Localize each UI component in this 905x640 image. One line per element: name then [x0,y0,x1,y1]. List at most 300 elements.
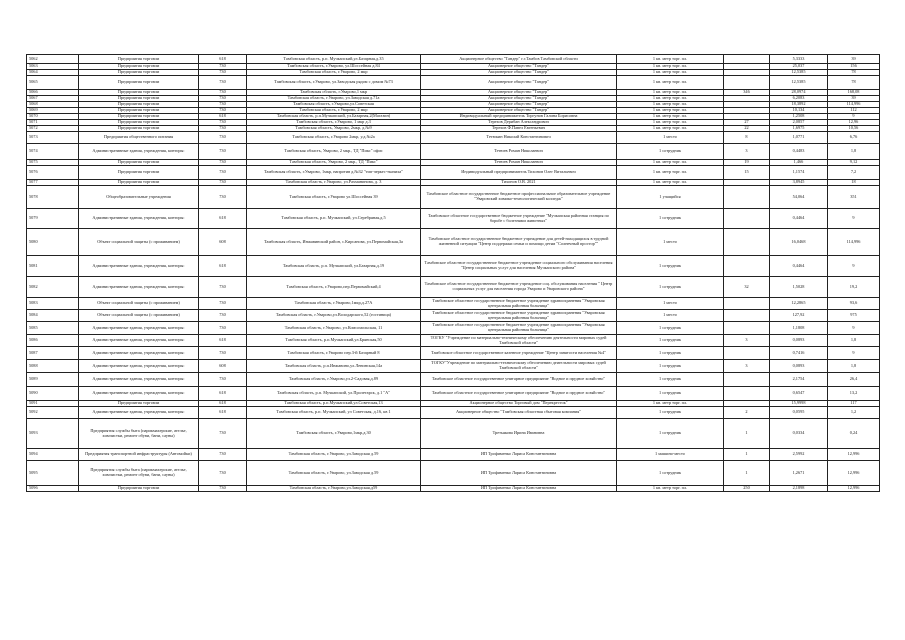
cell-code: 730 [199,322,247,335]
cell-organization: Терехов Ф.Павел Евгеньевич [421,126,617,132]
cell-row-number: 5084 [27,310,79,322]
table-row [27,360,880,373]
cell-organization: Акционерное общество "Тандер" [421,90,617,96]
cell-address: Тамбовская область, р.п. Мучкапский,ул.Базарная,д.35 [247,55,421,64]
table-row [27,373,880,387]
cell-quantity: 346 [724,90,770,96]
cell-organization: Тамбовское областное государственное унитарное предприятие "Водное и прудное хозяйство" [421,373,617,387]
cell-organization: Индивидуальный предприниматель Торгунов Галина Борисовна [421,114,617,120]
cell-value-b: 975 [828,310,880,322]
cell-value-b: 114,996 [828,102,880,108]
cell-object-category: Предприятия торговли [79,102,199,108]
cell-code: 730 [199,277,247,298]
cell-value-a: 2,5992 [770,449,828,461]
cell-unit: 1 сотрудник [617,407,724,419]
cell-value-b: 12,996 [828,461,880,486]
cell-quantity [724,209,770,229]
cell-address: Тамбовская область, г.Уварово,1мкр,д.30 [247,419,421,449]
cell-organization: ТОГКУ"Учреждение по материально-техническому обеспечению деятельности мировых судей Тамбовской области" [421,360,617,373]
cell-row-number: 5085 [27,322,79,335]
cell-address: Тамбовская область, г.Уварово,1мкр,д.27А [247,298,421,310]
cell-value-b: 10,56 [828,126,880,132]
cell-row-number: 5094 [27,449,79,461]
cell-organization: Акционерное общество "Тамбовская областная сбытовая компания" [421,407,617,419]
cell-address: Тамбовская область, г.Уварово,1 мкр [247,90,421,96]
cell-code: 730 [199,108,247,114]
cell-address: Тамбовская область, р.п.Инжавино,ул.Ленинская,14а [247,360,421,373]
cell-code: 618 [199,114,247,120]
cell-value-b: 9 [828,256,880,277]
cell-row-number: 5079 [27,209,79,229]
cell-row-number: 5070 [27,114,79,120]
cell-organization: Тамбовское областное государственное бюджетное учреждение здравоохранения "Уваровская центральная районная больница" [421,298,617,310]
cell-organization: Терехов Дерибан Александрович [421,120,617,126]
cell-value-b: 78 [828,76,880,90]
cell-value-a: 3,8945 [770,180,828,186]
cell-object-category: Предприятия торговли [79,114,199,120]
table-row [27,347,880,360]
cell-code: 730 [199,126,247,132]
cell-unit: 1 кв. метр торг. пл. [617,126,724,132]
cell-value-a: 6,2083 [770,96,828,102]
cell-unit: 1 место [617,229,724,256]
cell-object-category: Объект социальной защиты (с проживанием) [79,310,199,322]
cell-code: 618 [199,387,247,401]
cell-unit: 1 кв. метр торг. пл. [617,166,724,180]
table-row [27,209,880,229]
cell-code: 608 [199,360,247,373]
cell-row-number: 5071 [27,120,79,126]
table-row [27,461,880,486]
cell-row-number: 5096 [27,486,79,492]
cell-value-a: 2,1898 [770,486,828,492]
cell-value-a: 0,4483 [770,144,828,160]
cell-row-number: 5093 [27,419,79,449]
cell-organization: Тамбовское областное государственное бюджетное учреждение здравоохранения "Уваровская центральная районная больница" [421,322,617,335]
cell-unit: 1 кв. метр торг. пл. [617,486,724,492]
cell-row-number: 5083 [27,298,79,310]
cell-code: 730 [199,461,247,486]
cell-value-b: 114,996 [828,229,880,256]
cell-code: 730 [199,144,247,160]
table-row [27,76,880,90]
cell-address: Тамбовская область, г.Уварово, 2 мкр [247,70,421,76]
cell-unit: 1 сотрудник [617,387,724,401]
cell-value-a: 1,6975 [770,126,828,132]
cell-organization: Индивидуальный предприниматель Тихонов Олег Витальевич [421,166,617,180]
cell-address: Тамбовская область, Уварово, 2 мкр., ТД "Пикс" [247,160,421,166]
cell-organization: Акционерное общество "Тандер" [421,96,617,102]
cell-object-category: Объект социальной защиты (с проживанием) [79,298,199,310]
cell-object-category: Административные здания, учреждения, конторы: [79,335,199,347]
cell-row-number: 5069 [27,108,79,114]
table-row [27,322,880,335]
cell-row-number: 5080 [27,229,79,256]
cell-organization: Акционерное общество "Тандер" [421,64,617,70]
cell-row-number: 5064 [27,70,79,76]
cell-row-number: 5091 [27,401,79,407]
cell-address: Тамбовская область, Инжавинский район, с.Кирсанова, ул.Первомайская,3а [247,229,421,256]
cell-unit: 1 машино-место [617,449,724,461]
cell-code: 730 [199,310,247,322]
cell-value-b: 1,8 [828,335,880,347]
cell-organization: Акционерное общество "Тандер" [421,108,617,114]
cell-object-category: Административные здания, учреждения, конторы: [79,277,199,298]
cell-value-a: 127,92 [770,310,828,322]
cell-value-b: 0,24 [828,419,880,449]
cell-value-b: 9 [828,114,880,120]
cell-value-a: 0,0595 [770,407,828,419]
cell-code: 730 [199,298,247,310]
cell-value-a: 28,0974 [770,90,828,96]
cell-value-b: 156 [828,64,880,70]
cell-quantity: 32 [724,277,770,298]
table-row [27,407,880,419]
cell-address: Тамбовская область, р.п. Мучкапский, ул.Серебряная,д.5 [247,209,421,229]
cell-object-category: Предприятия торговли [79,486,199,492]
cell-value-b: 1,2 [828,407,880,419]
cell-value-a: 0,0893 [770,360,828,373]
cell-address: Тамбовская область, г.Уварово,ул.2-Садовая,д.89 [247,373,421,387]
cell-value-a: 1,2671 [770,461,828,486]
cell-organization: Акционерное общество Торговый дом "Перекресток" [421,401,617,407]
cell-code: 730 [199,486,247,492]
cell-value-a: 1,2508 [770,114,828,120]
cell-value-a: 1,1808 [770,322,828,335]
cell-object-category: Предприятия торговли [79,96,199,102]
cell-address: Тамбовская область, р.п. Мучкапский, ул.Пролетарск, д.1 "А" [247,387,421,401]
cell-object-category: Предприятия торговли [79,76,199,90]
cell-value-b: 9 [828,209,880,229]
cell-value-a: 2,1754 [770,373,828,387]
cell-organization: Тамбовское областное государственное бюджетное учреждение социального обслуживания населения "Центр социальных услуг для населения Мучкапского района" [421,256,617,277]
cell-code: 730 [199,347,247,360]
cell-row-number: 5078 [27,186,79,209]
cell-unit: 1 сотрудник [617,256,724,277]
cell-address: Тамбовская область, г.Уварово, 1мкр, напротив д.№32 "тип-черкес-ткачиха" [247,166,421,180]
cell-object-category: Предприятия торговли [79,55,199,64]
cell-object-category: Административные здания, учреждения, конторы: [79,209,199,229]
cell-organization: Тихонов О.В. 2021 [421,180,617,186]
table-row [27,55,880,64]
cell-organization: ИП Трофименко Лариса Константиновна [421,461,617,486]
cell-value-b: 12,996 [828,486,880,492]
cell-row-number: 5081 [27,256,79,277]
cell-code: 608 [199,229,247,256]
cell-address: Тамбовская область, р.п.Мучкапский, ул.Базарная,2(Магазин) [247,114,421,120]
cell-code: 730 [199,76,247,90]
cell-organization: Тамбовское областное государственное бюджетное учреждение здравоохранения "Уваровская центральная районная больница" [421,310,617,322]
cell-unit: 1 сотрудник [617,144,724,160]
cell-object-category: Административные здания, учреждения, конторы: [79,347,199,360]
cell-row-number: 5089 [27,373,79,387]
table-row [27,132,880,144]
cell-value-b: 1,8 [828,144,880,160]
cell-unit: 1 учащийся [617,186,724,209]
cell-quantity: 1 [724,449,770,461]
cell-row-number: 5063 [27,64,79,70]
cell-unit: 1 кв. метр торг. пл. [617,401,724,407]
cell-unit: 1 кв. метр торг. пл. [617,160,724,166]
cell-row-number: 5065 [27,76,79,90]
cell-object-category: Предприятия службы быта (парикмахерские, ателье, химчистки, ремонт обуви, бани, сауны) [79,419,199,449]
cell-object-category: Административные здания, учреждения, конторы: [79,360,199,373]
cell-value-b: 351 [828,186,880,209]
cell-value-a: 16,0468 [770,229,828,256]
cell-object-category: Общеобразовательные учреждения [79,186,199,209]
cell-value-a: 18,3892 [770,102,828,108]
cell-unit: 1 сотрудник [617,335,724,347]
cell-unit: 1 кв. метр торг. пл. [617,96,724,102]
cell-object-category: Административные здания, учреждения, конторы: [79,322,199,335]
cell-row-number: 5095 [27,461,79,486]
cell-value-a: 12,5385 [770,70,828,76]
cell-address: Тамбовская область, г.Уварово, ул.Заводская рядом с домом №73 [247,76,421,90]
cell-address: Тамбовская область, г.Уварово, 2 мкр [247,108,421,114]
cell-row-number: 5086 [27,335,79,347]
cell-object-category: Предприятия торговли [79,120,199,126]
cell-value-a: 0,4464 [770,209,828,229]
cell-quantity [724,310,770,322]
cell-value-a: 1,0771 [770,132,828,144]
cell-quantity: 2 [724,407,770,419]
cell-unit: 1 сотрудник [617,461,724,486]
cell-value-a: 0,0334 [770,419,828,449]
cell-quantity: 1 [724,461,770,486]
cell-unit: 1 сотрудник [617,419,724,449]
table-row [27,486,880,492]
cell-code: 730 [199,132,247,144]
cell-object-category: Предприятия торговли [79,70,199,76]
cell-address: Тамбовская область, г.Уварово,ул.Володарского,52 (гостиница) [247,310,421,322]
cell-quantity [724,373,770,387]
cell-value-b: 13,2 [828,387,880,401]
cell-unit: 1 кв. метр торг. пл. [617,76,724,90]
table-row [27,419,880,449]
cell-quantity [724,229,770,256]
cell-value-b: 117 [828,401,880,407]
cell-address: Тамбовская область, г.Уварово, ул.Комсомольская, 11 [247,322,421,335]
cell-code: 730 [199,96,247,102]
cell-value-a: 0,6547 [770,387,828,401]
cell-object-category: Предприятия торговли [79,166,199,180]
cell-organization: Тамбовское областное государственное унитарное предприятие "Водное и прудное хозяйство" [421,387,617,401]
cell-unit: 1 кв. метр торг. пл. [617,70,724,76]
cell-object-category: Административные здания, учреждения, конторы: [79,407,199,419]
cell-code: 730 [199,186,247,209]
cell-address: Тамбовская область, р.п.Мучкапский,ул.Советская,13 [247,401,421,407]
cell-address: Тамбовская область, г.Уварово,ул.Заводская,д59 [247,486,421,492]
cell-value-a: 25,037 [770,64,828,70]
cell-object-category: Административные здания, учреждения, конторы: [79,144,199,160]
cell-object-category: Административные здания, учреждения, конторы: [79,387,199,401]
cell-address: Тамбовская область, р.п. Мучкапский, ул.Базарная,д.19 [247,256,421,277]
cell-code: 618 [199,256,247,277]
cell-address: Тамбовская область, г.Уварово ул.Шоссейная 39 [247,186,421,209]
cell-organization: Третьякова Ирина Ивановна [421,419,617,449]
cell-value-b: 18 [828,180,880,186]
cell-unit: 1 сотрудник [617,347,724,360]
cell-code: 618 [199,407,247,419]
cell-value-a: 12,5385 [770,76,828,90]
cell-value-b: 93,6 [828,298,880,310]
cell-value-a: 54,064 [770,186,828,209]
cell-row-number: 5076 [27,166,79,180]
cell-organization: Тетюев Роман Николаевич [421,144,617,160]
cell-unit: 1 сотрудник [617,209,724,229]
cell-quantity: 8 [724,132,770,144]
cell-unit: 1 место [617,132,724,144]
cell-unit: 1 кв. метр торг. пл. [617,102,724,108]
cell-code: 618 [199,401,247,407]
table-row [27,186,880,209]
cell-row-number: 5072 [27,126,79,132]
cell-value-a: 5,3333 [770,55,828,64]
cell-value-b: 168,08 [828,90,880,96]
cell-code: 730 [199,120,247,126]
table-row [27,298,880,310]
cell-code: 730 [199,180,247,186]
cell-organization: Тетюкин Николай Константинович [421,132,617,144]
cell-row-number: 5068 [27,102,79,108]
cell-unit: 1 кв. метр торг. пл. [617,55,724,64]
cell-value-a: 15,9998 [770,401,828,407]
cell-quantity: 3 [724,360,770,373]
cell-value-b: 12,96 [828,120,880,126]
cell-address: Тамбовская область, г.Уварово, ул.Заводская д.71а [247,96,421,102]
cell-address: Тамбовская область, г.Уварово,пер.Первомайский,4 [247,277,421,298]
cell-value-a: 1,5028 [770,277,828,298]
cell-row-number: 5067 [27,96,79,102]
cell-unit: 1 кв. метр торг. пл. [617,120,724,126]
cell-unit: 1 кв. метр торг. пл. [617,90,724,96]
cell-quantity: 1 [724,419,770,449]
cell-object-category: Предприятия общественного питания [79,132,199,144]
cell-unit: 1 кв. метр торг. пл. [617,114,724,120]
cell-value-b: 9 [828,347,880,360]
cell-value-b: 12,996 [828,449,880,461]
document-page [26,54,879,492]
cell-value-b: 112 [828,108,880,114]
cell-organization: ТОГКУ "Учреждение по материально-техническому обеспечению деятельности мировых судей Тамбовской области" [421,335,617,347]
cell-code: 618 [199,209,247,229]
cell-quantity: 250 [724,486,770,492]
cell-value-b: 7,2 [828,166,880,180]
cell-organization: ИП Трофименко Лариса Константиновна [421,486,617,492]
cell-object-category: Административные здания, учреждения, конторы: [79,373,199,387]
cell-object-category: Административные здания, учреждения, конторы: [79,256,199,277]
cell-row-number: 5087 [27,347,79,360]
cell-unit: 1 кв. метр торг. пл. [617,180,724,186]
cell-code: 730 [199,373,247,387]
cell-address: Тамбовская область, г.Уварово, ул.Рахманинова, д. 3 [247,180,421,186]
cell-quantity [724,76,770,90]
cell-organization: ИП Трофименко Лариса Константиновна [421,449,617,461]
cell-organization: Тамбовское областное государственное бюджетное учреждение "Мучкапская районная станция по борьбе с болезнями животных" [421,209,617,229]
cell-quantity [724,387,770,401]
cell-quantity [724,186,770,209]
cell-value-b: 9,12 [828,160,880,166]
registry-table [26,54,880,492]
cell-row-number: 5090 [27,387,79,401]
cell-quantity: 3 [724,144,770,160]
cell-object-category: Предприятия торговли [79,180,199,186]
cell-code: 730 [199,449,247,461]
cell-unit: 1 кв. метр торг. пл. [617,64,724,70]
cell-code: 618 [199,335,247,347]
cell-address: Тамбовская область, р.п.Мучкапский,ул.Брянская,50 [247,335,421,347]
cell-quantity [724,347,770,360]
cell-code: 730 [199,419,247,449]
cell-object-category: Предприятия службы быта (парикмахерские, ателье, химчистки, ремонт обуви, бани, сауны) [79,461,199,486]
cell-value-a: 2,0857 [770,120,828,126]
cell-quantity [724,256,770,277]
cell-value-b: 1,8 [828,360,880,373]
cell-quantity: 19 [724,160,770,166]
cell-object-category: Предприятия торговли [79,108,199,114]
cell-object-category: Предприятия торговли [79,401,199,407]
cell-address: Тамбовская область, г.Уварово, 1 мкр д.3 [247,120,421,126]
cell-value-a: 10,134 [770,108,828,114]
cell-quantity [724,298,770,310]
cell-object-category: Предприятия транспортной инфраструктуры (Автомойки) [79,449,199,461]
cell-value-a: 1,466 [770,160,828,166]
cell-code: 730 [199,64,247,70]
cell-unit: 1 место [617,298,724,310]
cell-value-a: 0,4464 [770,256,828,277]
cell-address: Тамбовская область, г.Уварово,ул.Советская [247,102,421,108]
cell-object-category: Предприятия торговли [79,126,199,132]
cell-value-b: 6,76 [828,132,880,144]
cell-organization: Акционерное общество "Тандер" [421,76,617,90]
cell-value-b: 9 [828,322,880,335]
cell-address: Тамбовская область, р.п. Мучкапский, ул Советская, д.16, кв 1 [247,407,421,419]
table-row [27,229,880,256]
cell-row-number: 5082 [27,277,79,298]
cell-unit: 1 сотрудник [617,373,724,387]
cell-code: 730 [199,70,247,76]
cell-unit: 1 сотрудник [617,322,724,335]
table-row [27,256,880,277]
cell-unit: 1 сотрудник [617,277,724,298]
cell-address: Тамбовская область, г.Уварово, ул.Заводская д.59 [247,449,421,461]
table-row [27,277,880,298]
cell-quantity: 15 [724,166,770,180]
cell-row-number: 5073 [27,132,79,144]
table-row [27,387,880,401]
cell-organization: Тетюев Роман Николаевич [421,160,617,166]
cell-quantity: 27 [724,120,770,126]
cell-code: 730 [199,160,247,166]
cell-row-number: 5062 [27,55,79,64]
cell-address: Тамбовская область, г.Уварово, ул.Заводская д.59 [247,461,421,486]
cell-organization: Акционерное общество "Тандер" [421,70,617,76]
cell-address: Тамбовская область, г.Уварово 2мкр, у.д.№2а [247,132,421,144]
cell-address: Тамбовская область, г.Уварово, ул.Шоссейная д.84 [247,64,421,70]
cell-code: 618 [199,55,247,64]
cell-object-category: Предприятия торговли [79,160,199,166]
cell-object-category: Предприятия торговли [79,90,199,96]
cell-value-b: 39 [828,96,880,102]
cell-row-number: 5077 [27,180,79,186]
cell-object-category: Предприятия торговли [79,64,199,70]
cell-unit: 1 место [617,310,724,322]
cell-quantity: 3 [724,335,770,347]
table-row [27,144,880,160]
cell-row-number: 5074 [27,144,79,160]
cell-organization: Тамбовское областное государственное бюджетное учреждение соц. обслуживания населения " Центр социальных услуг для населения города Уварово и Уваровского района" [421,277,617,298]
cell-code: 730 [199,90,247,96]
